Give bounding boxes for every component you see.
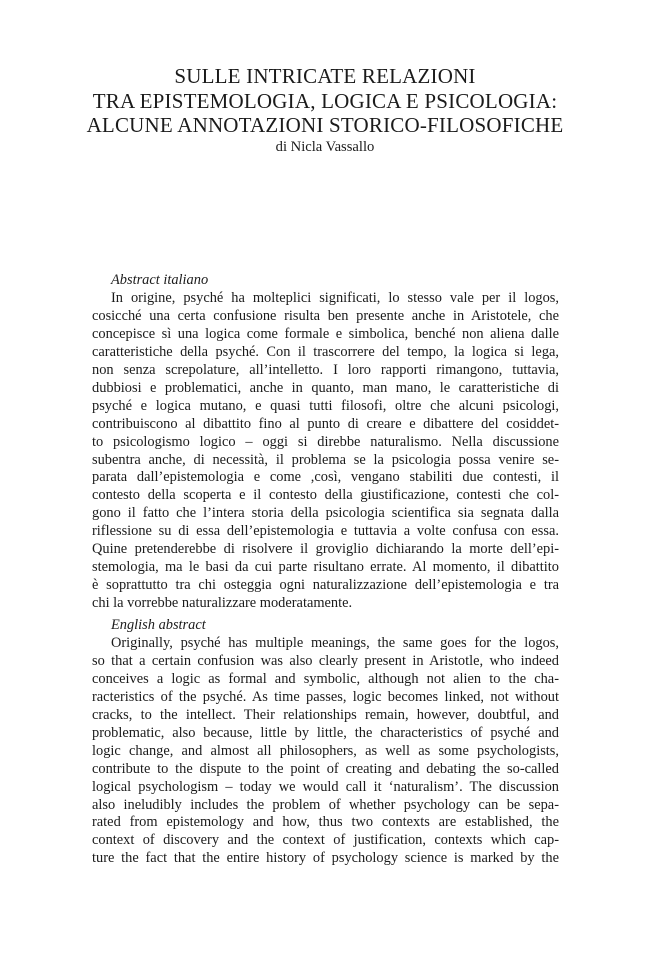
abstract-line: psyché e logica mutano, e quasi tutti filosofi, oltre che alcuni psicologi, [92,397,559,414]
abstract-line: conceives a logic as formal and symbolic, although not alien to the cha- [92,670,559,687]
abstract-line: contribuiscono al dibattito fino al punto di creare e dibattere del cosiddet- [92,415,559,432]
abstract-line: stemologia, ma le basi da cui parte risultano errate. Al momento, il dibattito [92,559,559,576]
abstract-line: Originally, psyché has multiple meanings, the same goes for the logos, [111,634,559,651]
abstract-line: caratteristiche della psyché. Con il trascorrere del tempo, la logica si lega, [92,343,559,360]
abstract-italian [92,272,559,613]
abstract-line: so that a certain confusion was also clearly present in Aristotle, who indeed [92,652,559,669]
title-line-2: TRA EPISTEMOLOGIA, LOGICA E PSICOLOGIA: [92,88,558,113]
article-header [0,64,650,156]
abstract-line: è soprattutto tra chi osteggia ogni naturalizzazione dell’epistemologia e tra [92,577,559,594]
abstract-line: chi la vorrebbe naturalizzare moderatamente. [92,595,353,612]
title-line-3: ALCUNE ANNOTAZIONI STORICO-FILOSOFICHE [86,113,564,137]
abstract-line: contesto della scoperta e il contesto della giustificazione, contesti che col- [92,487,559,504]
abstract-line: concepisce sì una logica come formale e simbolica, benché non aliena dalle [92,325,559,342]
abstract-line: contribute to the dispute to the point of creating and debating the so-called [92,760,559,777]
abstract-line: problematic, also because, little by little, the characteristics of psyché and [92,724,559,741]
abstract-line: cracks, to the intellect. Their relationships remain, however, doubtful, and [92,706,559,723]
abstract-line: riflessione su di essa dell’epistemologia e tuttavia a volte confusa con essa. [92,523,559,540]
abstract-line: non senza screpolature, all’intelletto. I loro rapporti rimangono, tuttavia, [92,361,559,378]
abstract-line: context of discovery and the context of justification, contexts which cap- [92,832,559,849]
abstract-line: dubbiosi e problematici, anche in quanto, man mano, le caratteristiche di [92,379,559,396]
abstract-line: logic change, and almost all philosophers, as well as some psychologists, [92,742,559,759]
author-byline: di Nicla Vassallo [275,138,375,155]
abstract-heading: Abstract italiano [111,272,209,288]
abstract-line: In origine, psyché ha molteplici significati, lo stesso vale per il logos, [111,289,559,306]
abstract-line: Quine pretenderebbe di risolvere il groviglio dichiarando la morte dell’epi- [92,541,559,558]
abstract-line: rated from epistemology and how, thus two contexts are established, the [92,814,559,831]
abstract-heading: English abstract [111,617,206,633]
abstract-line: parata dall’epistemologia e come ,così, vengano stabiliti due contesti, il [92,469,559,486]
title-line-1: SULLE INTRICATE RELAZIONI [174,64,476,88]
abstract-english [92,617,559,868]
abstract-line: cosicché una certa confusione risulta ben presente anche in Aristotele, che [92,307,559,324]
abstract-line: subentra anche, di necessità, il problema se la psicologia possa venire se- [92,451,559,468]
abstract-line: logical psychologism – today we would call it ‘naturalism’. The discussion [92,778,559,795]
abstract-line: to psicologismo logico – oggi si direbbe naturalismo. Nella discussione [92,433,559,450]
abstract-line: ture the fact that the entire history of psychology science is marked by the [92,850,559,867]
abstract-line: racteristics of the psyché. As time passes, logic becomes linked, not without [92,688,559,705]
abstract-line: also ineludibly includes the problem of whether psychology can be sepa- [92,796,559,813]
abstract-line: gono il fatto che l’intera storia della psicologia scientifica sia segnata dalla [92,505,559,522]
